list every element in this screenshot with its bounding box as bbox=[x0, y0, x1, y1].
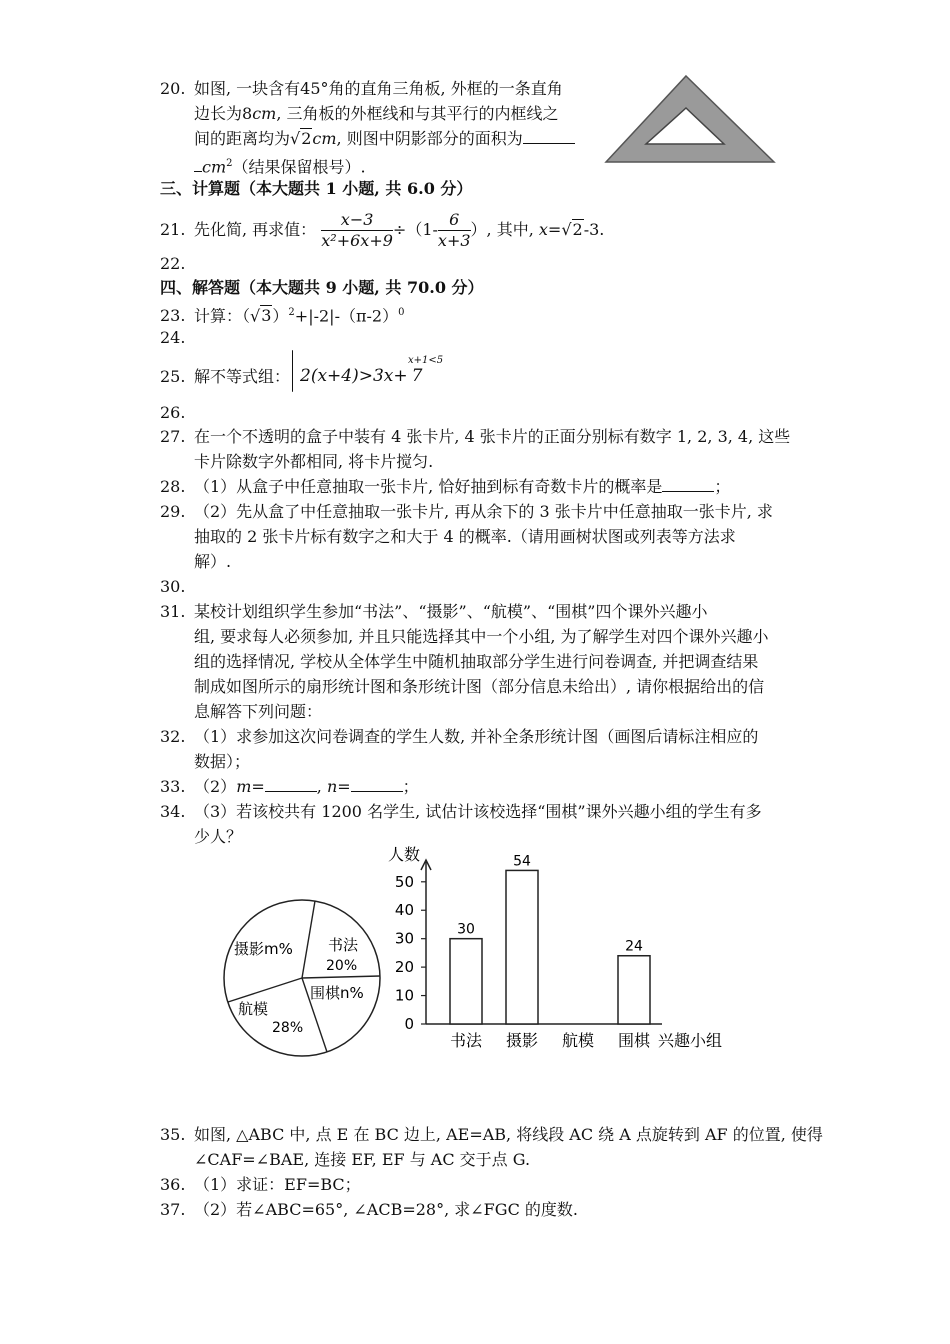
q20-line4: $cm^2$（结果保留根号）. bbox=[194, 153, 366, 178]
q26: 26. bbox=[160, 403, 186, 422]
pie-label-hangmo: 航模 bbox=[238, 1000, 269, 1018]
q24: 24. bbox=[160, 328, 186, 347]
q20-line1: 20. 如图, 一块含有45°角的直角三角板, 外框的一条直角 bbox=[160, 79, 563, 98]
q32-line2: 数据）； bbox=[194, 752, 251, 771]
q30: 30. bbox=[160, 577, 186, 596]
q21: 21. 先化简, 再求值： $\frac{x-3}{\text{x²+6x+9}}$ ÷（1- $\frac{6}{x+3}$ ）, 其中, x=√2-3. bbox=[160, 210, 605, 250]
q27-line1: 27. 在一个不透明的盒子中装有 4 张卡片, 4 张卡片的正面分别标有数字 1, 2, 3, 4, 这些 bbox=[160, 427, 791, 446]
q35-line1: 35. 如图, △ABC 中, 点 E 在 BC 边上, AE=AB, 将线段 AC 绕 A 点旋转到 AF 的位置, 使得 bbox=[160, 1125, 823, 1144]
q36: 36. （1）求证：EF=BC； bbox=[160, 1175, 361, 1194]
q25: 25. 解不等式组： bbox=[160, 367, 291, 386]
x-category-label-书法: 书法 bbox=[449, 1031, 483, 1050]
pie-label-shufa-pct: 20% bbox=[326, 958, 358, 974]
pie-chart bbox=[220, 898, 390, 1062]
pie-label-shufa: 书法 bbox=[328, 936, 359, 954]
q20-line2: 边长为8cm, 三角板的外框线和与其平行的内框线之 bbox=[194, 104, 559, 123]
q27-line2: 卡片除数字外都相同, 将卡片搅匀. bbox=[194, 452, 434, 471]
y-tick-label-20: 20 bbox=[394, 958, 414, 977]
q35-line2: ∠CAF=∠BAE, 连接 EF, EF 与 AC 交于点 G. bbox=[194, 1150, 531, 1169]
q31-line5: 息解答下列问题： bbox=[194, 702, 323, 721]
q29-line3: 解）. bbox=[194, 552, 232, 571]
q29-line2: 抽取的 2 张卡片标有数字之和大于 4 的概率.（请用画树状图或列表等方法求 bbox=[194, 527, 736, 546]
bar-围棋 bbox=[618, 956, 650, 1024]
y-axis-label: 人数 bbox=[388, 845, 421, 864]
bar-value-label-书法: 30 bbox=[457, 921, 475, 938]
x-category-label-摄影: 摄影 bbox=[505, 1031, 539, 1050]
y-tick-label-10: 10 bbox=[394, 986, 414, 1005]
bar-chart bbox=[380, 840, 740, 1056]
pie-label-weiqi: 围棋n% bbox=[310, 984, 364, 1002]
pie-label-hangmo-pct: 28% bbox=[272, 1020, 304, 1036]
section-3-heading: 三、计算题（本大题共 1 小题, 共 6.0 分） bbox=[160, 179, 473, 198]
y-tick-label-30: 30 bbox=[394, 929, 414, 948]
q31-line4: 制成如图所示的扇形统计图和条形统计图（部分信息未给出）, 请你根据给出的信 bbox=[194, 677, 765, 696]
y-tick-label-40: 40 bbox=[394, 901, 414, 920]
q31-line3: 组的选择情况, 学校从全体学生中随机抽取部分学生进行问卷调查, 并把调查结果 bbox=[194, 652, 759, 671]
triangle-ruler-figure bbox=[600, 72, 780, 168]
q34-line2: 少人？ bbox=[194, 827, 243, 846]
y-tick-label-50: 50 bbox=[394, 872, 414, 891]
x-category-label-航模: 航模 bbox=[561, 1031, 595, 1050]
q29-line1: 29. （2）先从盒了中任意抽取一张卡片, 再从余下的 3 张卡片中任意抽取一张卡片, 求 bbox=[160, 502, 773, 521]
answer-blank bbox=[523, 129, 575, 144]
q20-line3: 间的距离均为√2cm, 则图中阴影部分的面积为 bbox=[194, 128, 575, 150]
q28: 28. （1）从盒子中任意抽取一张卡片, 恰好抽到标有奇数卡片的概率是 ； bbox=[160, 477, 731, 496]
pie-label-sheying: 摄影m% bbox=[234, 940, 293, 958]
q25-row1: x+1<5 bbox=[408, 355, 444, 366]
x-axis-label: 兴趣小组 bbox=[658, 1031, 723, 1050]
q34-line1: 34. （3）若该校共有 1200 名学生, 试估计该校选择“围棋”课外兴趣小组的学生有多 bbox=[160, 802, 762, 821]
brace bbox=[292, 350, 293, 392]
q25-row2: 2(x+4)>3x+ 7 bbox=[300, 366, 423, 386]
bar-value-label-摄影: 54 bbox=[513, 853, 531, 870]
q23: 23. 计算：$(√3)^2+|-2|-(\pi-2)^0$ bbox=[160, 306, 405, 326]
q31-line2: 组, 要求每人必须参加, 并且只能选择其中一个小组, 为了解学生对四个课外兴趣小 bbox=[194, 627, 769, 646]
q31-line1: 31. 某校计划组织学生参加“书法”、“摄影”、“航模”、“围棋”四个课外兴趣小 bbox=[160, 602, 708, 621]
q32-line1: 32. （1）求参加这次问卷调查的学生人数, 并补全条形统计图（画图后请标注相应的 bbox=[160, 727, 759, 746]
x-category-label-围棋: 围棋 bbox=[617, 1031, 651, 1050]
section-4-heading: 四、解答题（本大题共 9 小题, 共 70.0 分） bbox=[160, 278, 484, 297]
q22: 22. bbox=[160, 254, 186, 273]
q33: 33. （2）m= , n= ； bbox=[160, 777, 419, 796]
bar-摄影 bbox=[506, 870, 538, 1024]
y-tick-label-0: 0 bbox=[404, 1015, 414, 1033]
bar-书法 bbox=[450, 939, 482, 1024]
bar-value-label-围棋: 24 bbox=[625, 938, 643, 955]
q37: 37. （2）若∠ABC=65°, ∠ACB=28°, 求∠FGC 的度数. bbox=[160, 1200, 578, 1219]
